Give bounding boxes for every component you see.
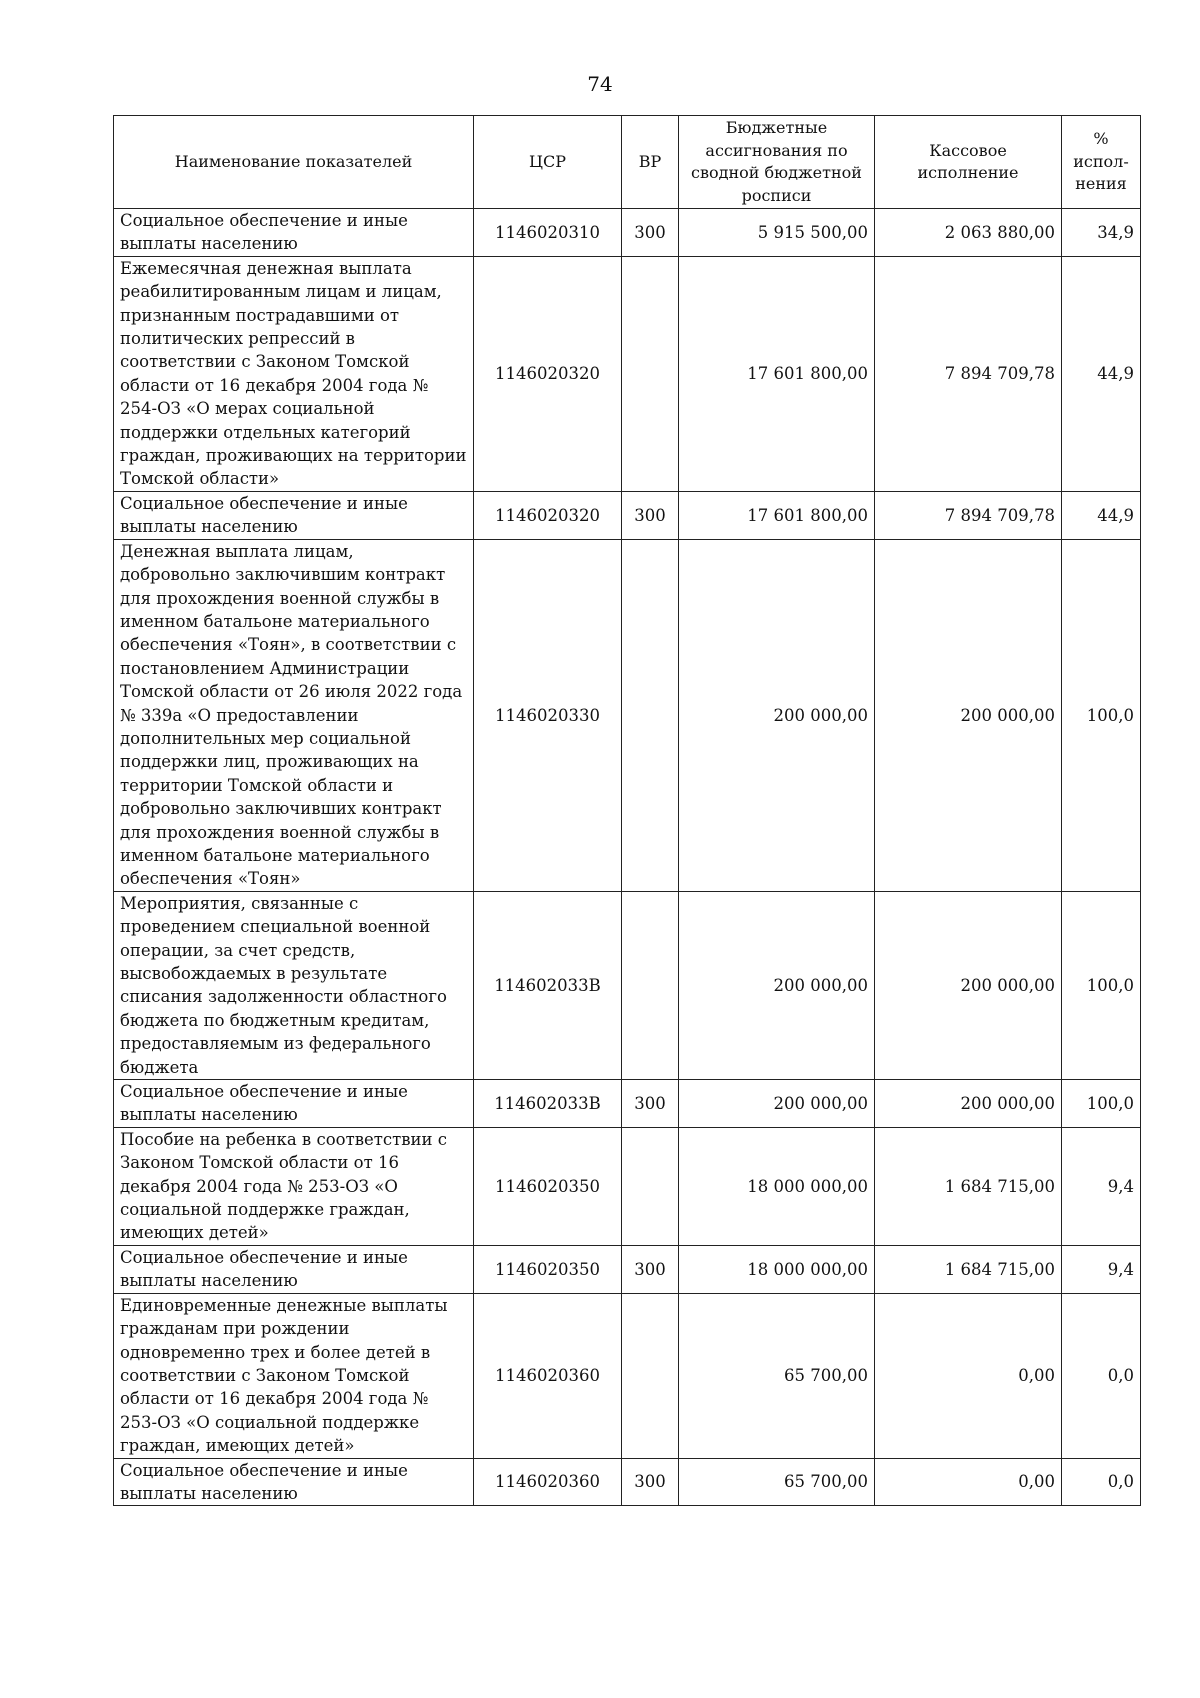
row-name: Социальное обеспечение и иные выплаты населению bbox=[114, 1245, 474, 1293]
row-percent: 34,9 bbox=[1062, 209, 1141, 257]
row-name: Социальное обеспечение и иные выплаты населению bbox=[114, 209, 474, 257]
table-row bbox=[114, 1458, 1141, 1506]
row-vr bbox=[622, 891, 679, 1079]
row-vr: 300 bbox=[622, 1458, 679, 1506]
row-budget: 18 000 000,00 bbox=[679, 1127, 875, 1245]
table-row bbox=[114, 1127, 1141, 1245]
row-budget: 200 000,00 bbox=[679, 891, 875, 1079]
row-percent: 0,0 bbox=[1062, 1458, 1141, 1506]
row-percent: 100,0 bbox=[1062, 1080, 1141, 1128]
table-row bbox=[114, 1293, 1141, 1458]
header-csr: ЦСР bbox=[474, 116, 622, 209]
row-budget: 18 000 000,00 bbox=[679, 1245, 875, 1293]
row-name: Единовременные денежные выплаты гражданам при рождении одновременно трех и более детей в соответствии с Законом Томской области от 16 декабря 2004 года № 253-ОЗ «О социальной поддержке граждан, имеющих детей» bbox=[114, 1293, 474, 1458]
table-row bbox=[114, 1245, 1141, 1293]
row-csr: 1146020360 bbox=[474, 1458, 622, 1506]
header-budget: Бюджетные ассигнования по сводной бюджетной росписи bbox=[679, 116, 875, 209]
row-csr: 1146020310 bbox=[474, 209, 622, 257]
row-name: Ежемесячная денежная выплата реабилитированным лицам и лицам, признанным пострадавшими от политических репрессий в соответствии с Законом Томской области от 16 декабря 2004 года № 254-ОЗ «О мерах социальной поддержки отдельных категорий граждан, проживающих на территории Томской области» bbox=[114, 256, 474, 491]
row-name: Денежная выплата лицам, добровольно заключившим контракт для прохождения военной службы в именном батальоне материального обеспечения «Тоян», в соответствии с постановлением Администрации Томской области от 26 июля 2022 года № 339а «О предоставлении дополнительных мер социальной поддержки лиц, проживающих на территории Томской области и добровольно заключивших контракт для прохождения военной службы в именном батальоне материального обеспечения «Тоян» bbox=[114, 539, 474, 891]
row-csr: 1146020360 bbox=[474, 1293, 622, 1458]
row-execution: 200 000,00 bbox=[875, 891, 1062, 1079]
row-vr bbox=[622, 256, 679, 491]
row-vr: 300 bbox=[622, 1080, 679, 1128]
row-percent: 44,9 bbox=[1062, 256, 1141, 491]
row-csr: 1146020330 bbox=[474, 539, 622, 891]
budget-execution-table bbox=[113, 115, 1141, 1506]
row-csr: 114602033В bbox=[474, 891, 622, 1079]
row-csr: 1146020320 bbox=[474, 491, 622, 539]
row-vr bbox=[622, 1293, 679, 1458]
row-name: Пособие на ребенка в соответствии с Законом Томской области от 16 декабря 2004 года № 253-ОЗ «О социальной поддержке граждан, имеющих детей» bbox=[114, 1127, 474, 1245]
page-number: 74 bbox=[587, 72, 613, 96]
row-budget: 200 000,00 bbox=[679, 1080, 875, 1128]
header-name: Наименование показателей bbox=[114, 116, 474, 209]
table-row bbox=[114, 256, 1141, 491]
table-row bbox=[114, 209, 1141, 257]
row-name: Социальное обеспечение и иные выплаты населению bbox=[114, 1080, 474, 1128]
row-csr: 1146020350 bbox=[474, 1127, 622, 1245]
table-row bbox=[114, 1080, 1141, 1128]
table-row bbox=[114, 891, 1141, 1079]
header-vr: ВР bbox=[622, 116, 679, 209]
table-header-row bbox=[114, 116, 1141, 209]
row-csr: 1146020350 bbox=[474, 1245, 622, 1293]
row-name: Социальное обеспечение и иные выплаты населению bbox=[114, 1458, 474, 1506]
row-vr: 300 bbox=[622, 491, 679, 539]
row-vr: 300 bbox=[622, 1245, 679, 1293]
row-execution: 0,00 bbox=[875, 1293, 1062, 1458]
row-execution: 1 684 715,00 bbox=[875, 1127, 1062, 1245]
row-execution: 1 684 715,00 bbox=[875, 1245, 1062, 1293]
row-name: Мероприятия, связанные с проведением специальной военной операции, за счет средств, высвобождаемых в результате списания задолженности областного бюджета по бюджетным кредитам, предоставляемым из федерального бюджета bbox=[114, 891, 474, 1079]
row-percent: 100,0 bbox=[1062, 539, 1141, 891]
row-csr: 1146020320 bbox=[474, 256, 622, 491]
row-execution: 200 000,00 bbox=[875, 539, 1062, 891]
row-budget: 65 700,00 bbox=[679, 1458, 875, 1506]
table-row bbox=[114, 491, 1141, 539]
row-percent: 100,0 bbox=[1062, 891, 1141, 1079]
row-execution: 7 894 709,78 bbox=[875, 256, 1062, 491]
row-budget: 17 601 800,00 bbox=[679, 256, 875, 491]
header-execution: Кассовое исполнение bbox=[875, 116, 1062, 209]
row-budget: 65 700,00 bbox=[679, 1293, 875, 1458]
row-budget: 200 000,00 bbox=[679, 539, 875, 891]
row-execution: 2 063 880,00 bbox=[875, 209, 1062, 257]
row-vr: 300 bbox=[622, 209, 679, 257]
row-budget: 17 601 800,00 bbox=[679, 491, 875, 539]
row-execution: 0,00 bbox=[875, 1458, 1062, 1506]
row-budget: 5 915 500,00 bbox=[679, 209, 875, 257]
row-percent: 9,4 bbox=[1062, 1127, 1141, 1245]
row-vr bbox=[622, 1127, 679, 1245]
row-percent: 44,9 bbox=[1062, 491, 1141, 539]
row-execution: 200 000,00 bbox=[875, 1080, 1062, 1128]
row-percent: 9,4 bbox=[1062, 1245, 1141, 1293]
row-execution: 7 894 709,78 bbox=[875, 491, 1062, 539]
row-vr bbox=[622, 539, 679, 891]
row-name: Социальное обеспечение и иные выплаты населению bbox=[114, 491, 474, 539]
table-row bbox=[114, 539, 1141, 891]
row-percent: 0,0 bbox=[1062, 1293, 1141, 1458]
header-percent: % испол-нения bbox=[1062, 116, 1141, 209]
row-csr: 114602033В bbox=[474, 1080, 622, 1128]
